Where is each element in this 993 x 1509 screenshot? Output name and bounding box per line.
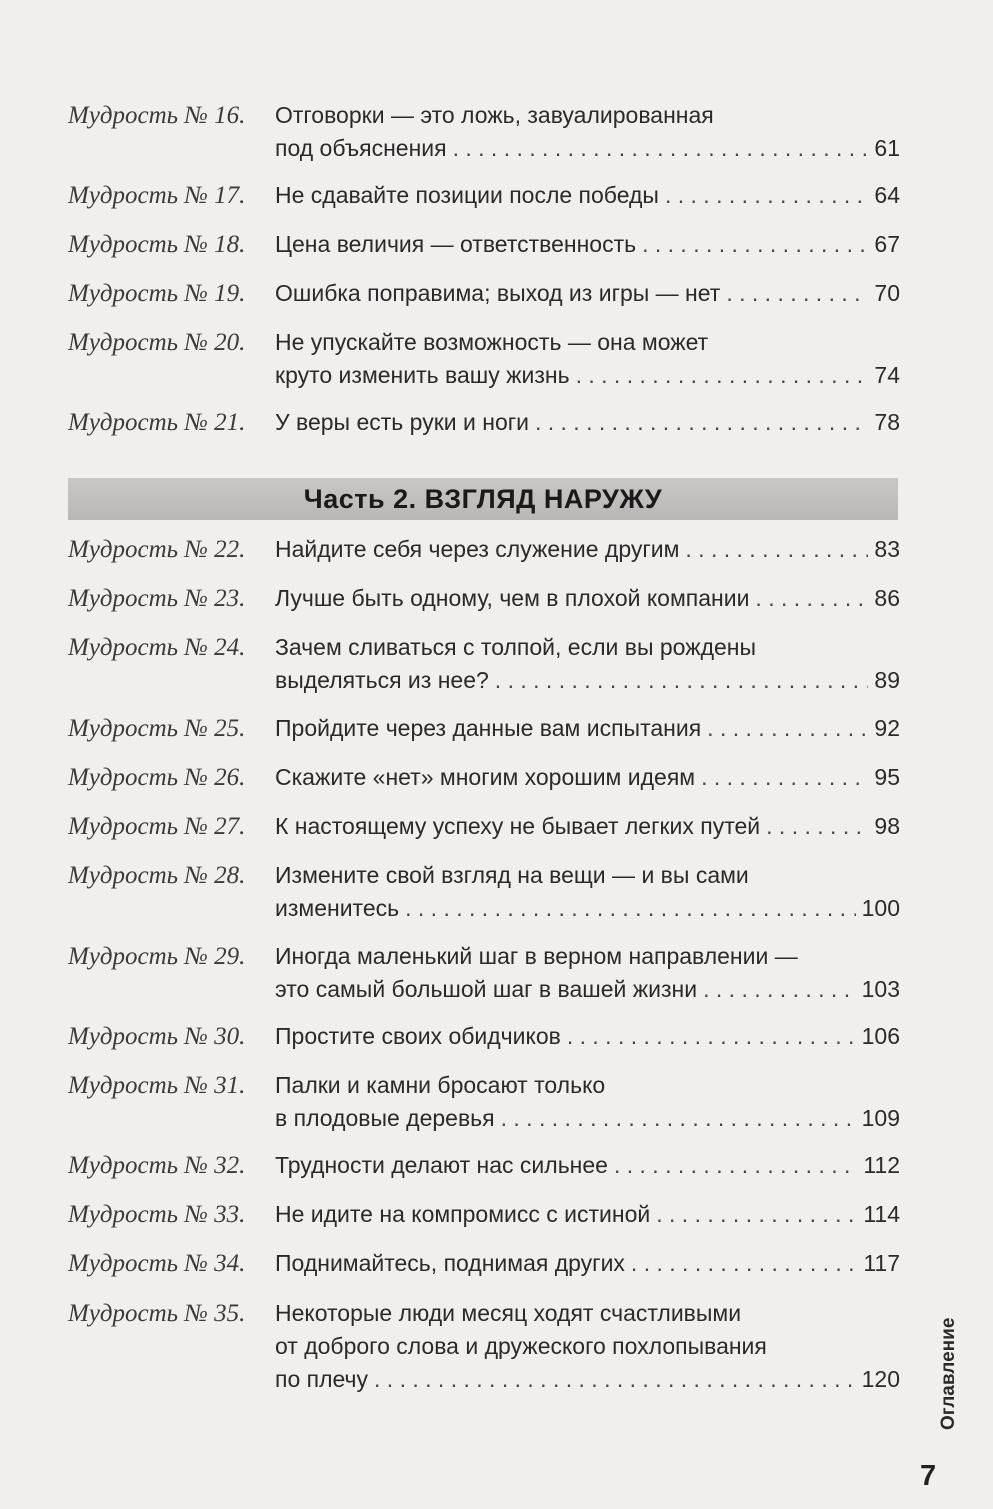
dot-leader [501,1102,856,1135]
entry-body [275,1149,900,1182]
dot-leader [665,179,868,212]
entry-title-text: Скажите «нет» многим хорошим идеям [275,764,696,790]
entry-body [275,533,900,566]
entry-label: Мудрость № 31. [68,1072,246,1099]
entry-title-text: в плодовые деревья [275,1105,495,1131]
dot-leader [495,664,869,697]
entry-page-number: 70 [874,280,900,306]
entry-title-line [275,406,900,439]
entry-title-line [275,277,900,310]
entry-label: Мудрость № 23. [68,585,246,612]
entry-title-text: Не идите на компромисс с истиной [275,1201,651,1227]
entry-title-line [275,1247,900,1280]
dot-leader [766,810,868,843]
entry-body [275,582,900,615]
entry-label: Мудрость № 33. [68,1201,246,1228]
entry-label: Мудрость № 19. [68,280,246,307]
entry-body [275,406,900,439]
entry-page-number: 86 [874,585,900,611]
dot-leader [631,1247,857,1280]
dot-leader [567,1020,856,1053]
dot-leader [576,359,869,392]
entry-label: Мудрость № 28. [68,862,246,889]
dot-leader [755,582,868,615]
dot-leader [642,228,868,261]
entry-title-line [275,582,900,615]
entry-title-line: Некоторые люди месяц ходят счастливыми [275,1300,742,1326]
dot-leader [405,892,856,925]
dot-leader [726,277,868,310]
entry-title-line [275,712,900,745]
entry-body [275,810,900,843]
entry-body [275,940,900,1006]
entry-label: Мудрость № 26. [68,764,246,791]
entry-label: Мудрость № 27. [68,813,246,840]
entry-page-number: 98 [874,813,900,839]
entry-body [275,712,900,745]
entry-title-text: К настоящему успеху не бывает легких путей [275,813,761,839]
dot-leader [685,533,868,566]
entry-title-line: Зачем сливаться с толпой, если вы рождены [275,634,757,660]
entry-label: Мудрость № 21. [68,409,246,436]
entry-page-number: 67 [874,231,900,257]
entry-title-text: Простите своих обидчиков [275,1023,561,1049]
entry-title-line: Иногда маленький шаг в верном направлении — [275,943,798,969]
entry-label: Мудрость № 29. [68,943,246,970]
entry-title-text: Лучше быть одному, чем в плохой компании [275,585,750,611]
entry-page-number: 114 [863,1201,900,1227]
entry-title-line [275,810,900,843]
entry-page-number: 106 [861,1023,900,1049]
entry-title-text: Поднимайтесь, поднимая других [275,1250,625,1276]
entry-body [275,99,900,165]
entry-body [275,179,900,212]
entry-label: Мудрость № 22. [68,536,246,563]
entry-title-text: Ошибка поправима; выход из игры — нет [275,280,721,306]
dot-leader [707,712,868,745]
dot-leader [374,1363,856,1396]
entry-body [275,859,900,925]
entry-page-number: 100 [861,895,900,921]
entry-body [275,1198,900,1231]
entry-title-text: Трудности делают нас сильнее [275,1152,608,1178]
entry-page-number: 83 [874,536,900,562]
page-number: 7 [920,1460,937,1492]
dot-leader [656,1198,857,1231]
entry-title-line [275,1149,900,1182]
entry-title-line [275,359,900,392]
entry-title-line [275,228,900,261]
dot-leader [535,406,868,439]
entry-body [275,761,900,794]
entry-page-number: 89 [874,667,900,693]
entry-body [275,326,900,392]
entry-label: Мудрость № 25. [68,715,246,742]
entry-title-line [275,973,900,1006]
entry-title-line [275,1102,900,1135]
entry-page-number: 61 [874,135,900,161]
entry-title-line [275,1198,900,1231]
entry-title-line: Отговорки — это ложь, завуалированная [275,102,714,128]
entry-label: Мудрость № 34. [68,1250,246,1277]
entry-label: Мудрость № 35. [68,1300,246,1327]
entry-page-number: 120 [861,1366,900,1392]
entry-body [275,1020,900,1053]
entry-body [275,1297,900,1396]
entry-body [275,1247,900,1280]
entry-title-line [275,761,900,794]
part-header [68,478,898,520]
entry-body [275,277,900,310]
dot-leader [701,761,868,794]
dot-leader [703,973,856,1006]
entry-page-number: 92 [874,715,900,741]
entry-body [275,1069,900,1135]
entry-title-text: У веры есть руки и ноги [275,409,529,435]
part-title: Часть 2. ВЗГЛЯД НАРУЖУ [303,484,663,514]
entry-body [275,228,900,261]
entry-title-text: выделяться из нее? [275,667,489,693]
entry-label: Мудрость № 16. [68,102,246,129]
entry-title-line [275,892,900,925]
entry-title-line [275,533,900,566]
entry-title-line [275,664,900,697]
entry-title-line [275,1020,900,1053]
entry-title-text: по плечу [275,1366,369,1392]
entry-title-text: изменитесь [275,895,400,921]
entry-label: Мудрость № 30. [68,1023,246,1050]
entry-page-number: 64 [874,182,900,208]
entry-title-text: Пройдите через данные вам испытания [275,715,702,741]
entry-title-line: от доброго слова и дружеского похлопывания [275,1333,767,1359]
entry-title-text: Не сдавайте позиции после победы [275,182,659,208]
entry-label: Мудрость № 20. [68,329,246,356]
entry-title-line: Измените свой взгляд на вещи — и вы сами [275,862,749,888]
entry-page-number: 78 [874,409,900,435]
dot-leader [614,1149,857,1182]
entry-label: Мудрость № 32. [68,1152,246,1179]
entry-page-number: 74 [874,362,900,388]
entry-title-text: это самый большой шаг в вашей жизни [275,976,698,1002]
entry-title-line [275,1363,900,1396]
entry-title-line: Палки и камни бросают только [275,1072,606,1098]
entry-title-text: под объяснения [275,135,447,161]
entry-label: Мудрость № 24. [68,634,246,661]
entry-page-number: 103 [861,976,900,1002]
side-label: Оглавление [938,1317,959,1430]
entry-body [275,631,900,697]
entry-page-number: 109 [861,1105,900,1131]
entry-page-number: 112 [863,1152,900,1178]
entry-label: Мудрость № 17. [68,182,246,209]
entry-title-text: круто изменить вашу жизнь [275,362,570,388]
entry-page-number: 117 [863,1250,900,1276]
entry-title-line [275,179,900,212]
entry-title-line [275,132,900,165]
entry-title-text: Цена величия — ответственность [275,231,637,257]
entry-title-line: Не упускайте возможность — она может [275,329,709,355]
entry-label: Мудрость № 18. [68,231,246,258]
entry-page-number: 95 [874,764,900,790]
dot-leader [453,132,869,165]
entry-title-text: Найдите себя через служение другим [275,536,680,562]
